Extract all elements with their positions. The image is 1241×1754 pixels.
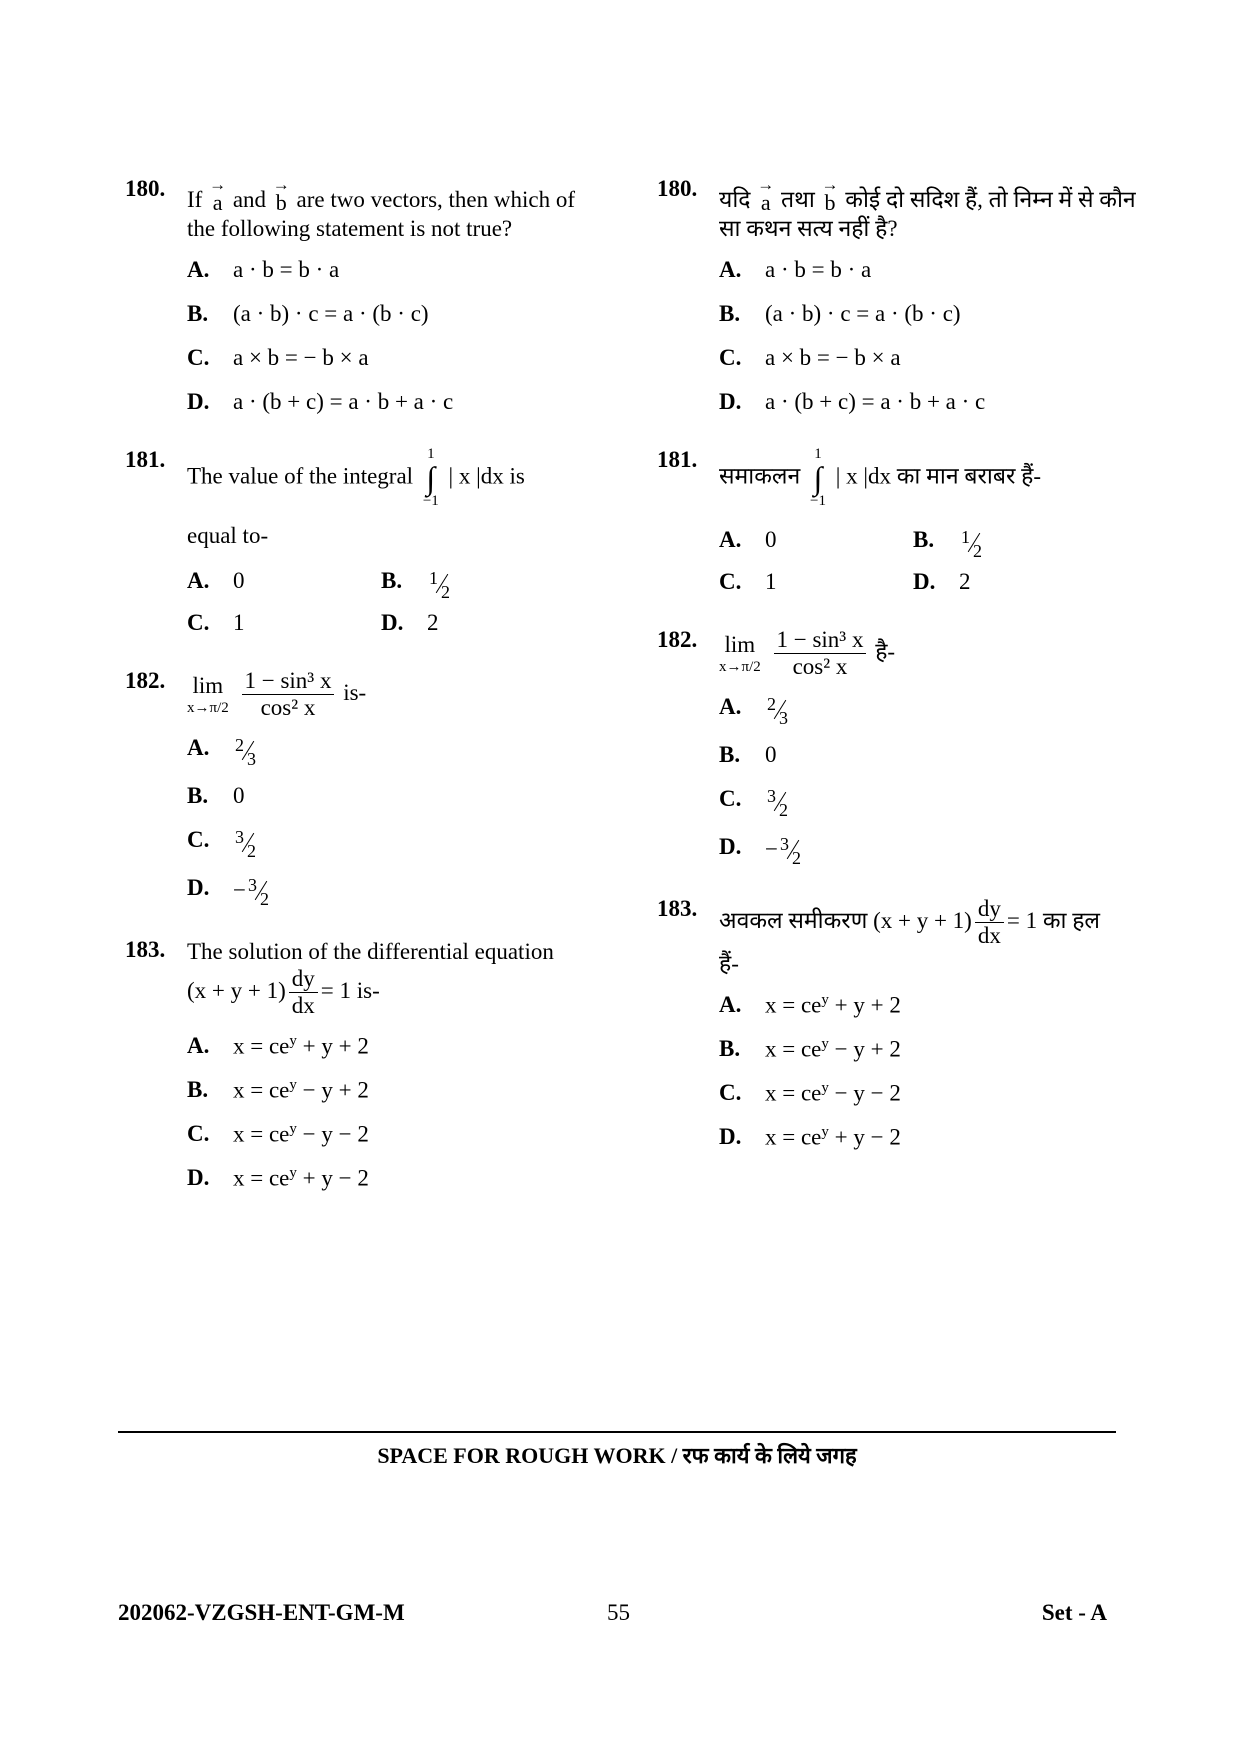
rough-work-divider — [118, 1431, 1116, 1433]
option-c: C. 3 2 — [187, 827, 605, 861]
slash-fraction: 1 2 — [961, 527, 982, 561]
question-text: The value of the integral 1 ∫ −1 | x |dx is equal to- — [187, 446, 525, 548]
option-b: B. $x = ce^y - y + 2$ — [187, 1077, 369, 1103]
question-number: 180. — [657, 176, 698, 201]
option-a: A. $x = ce^y + y + 2$ — [187, 1033, 369, 1059]
slash-fraction: 1 2 — [429, 568, 450, 602]
vector-a: → a — [209, 175, 227, 215]
slash-fraction: 3 2 — [779, 834, 801, 868]
question-number: 183. — [657, 896, 698, 921]
question-text: यदि → a तथा → b कोई दो सदिश हैं, तो निम्न में से कौन सा कथन सत्य नहीं है? — [719, 175, 1136, 241]
option-grid — [719, 519, 1137, 599]
question-number: 181. — [657, 447, 698, 472]
question-182-hindi — [657, 627, 1137, 868]
option-expression: a · (b + c) = a · b + a · c — [233, 389, 454, 414]
option-a: A. 2 3 — [719, 694, 1137, 728]
option-a: A. 2 3 — [187, 735, 605, 769]
limit-operator: lim x→π/2 — [187, 672, 229, 716]
option-b: B. 1 2 — [381, 568, 575, 602]
option-b: B. (a · b) · c = a · (b · c) — [719, 301, 961, 326]
question-text: समाकलन 1 ∫ −1 | x |dx का मान बराबर हैं- — [719, 446, 1041, 509]
question-number: 181. — [125, 447, 166, 472]
fraction: $\frac{\text{1 − sin³ x}}{\text{cos² x}}$ — [242, 668, 335, 721]
question-text: If → a and → b are two vectors, then which of the following statement is not true? — [187, 175, 576, 241]
option-d: D. a · (b + c) = a · b + a · c — [719, 389, 986, 414]
paper-code: 202062-VZGSH-ENT-GM-M — [118, 1600, 405, 1625]
question-181 — [125, 447, 605, 640]
slash-fraction: 3 2 — [247, 875, 269, 909]
fraction: $\frac{\text{1 − sin³ x}}{\text{cos² x}}$ — [774, 627, 867, 680]
option-b: B. 0 — [187, 783, 245, 808]
option-c: C. $x = ce^y - y - 2$ — [719, 1080, 901, 1106]
option-d: D. a · (b + c) = a · b + a · c — [187, 389, 454, 414]
question-text: The solution of the differential equation (x + y + 1) $\frac{dy}{dx}$ = 1 is- — [187, 939, 554, 1018]
left-column — [125, 176, 605, 1195]
option-a: A. 0 — [719, 527, 777, 552]
option-c: C. a × b = − b × a — [187, 345, 369, 370]
option-b: B. $x = ce^y - y + 2$ — [719, 1036, 901, 1062]
rough-work-label: SPACE FOR ROUGH WORK / रफ कार्य के लिये जगह — [377, 1443, 857, 1468]
option-grid — [187, 560, 605, 640]
option-d: D. − 3 2 — [719, 834, 1137, 868]
question-183-hindi — [657, 896, 1137, 1154]
option-a: A. a · b = b · a — [719, 257, 872, 282]
set-label: Set - A — [1041, 1600, 1107, 1625]
limit-operator: lim x→π/2 — [719, 631, 761, 675]
option-expression: a · b = b · a — [233, 257, 340, 282]
option-d: D. 2 — [913, 569, 971, 594]
vector-b: → b — [272, 175, 290, 215]
option-a: A. a · b = b · a — [187, 257, 340, 282]
question-number: 182. — [125, 668, 166, 693]
question-text: अवकल समीकरण (x + y + 1) $\frac{dy}{dx}$ = 1 का हल हैं- — [719, 896, 1101, 976]
slash-fraction: 3 2 — [235, 827, 256, 861]
option-a: A. 0 — [187, 568, 245, 593]
option-c: C. a × b = − b × a — [719, 345, 901, 370]
option-expression: a × b = − b × a — [233, 345, 369, 370]
slash-fraction: 3 2 — [767, 786, 788, 820]
question-180-hindi — [657, 176, 1137, 419]
vector-b: → b — [821, 175, 839, 215]
option-b: B. (a · b) · c = a · (b · c) — [187, 301, 429, 326]
option-expression: (a · b) · c = a · (b · c) — [233, 301, 429, 326]
option-d: D. 2 — [381, 610, 439, 635]
option-c: C. 3 2 — [719, 786, 1137, 820]
question-number: 183. — [125, 937, 166, 962]
right-column — [657, 176, 1137, 1154]
question-text: lim x→π/2 $\frac{\text{1 − sin³ x}}{\text{cos² x}}$ is- — [187, 668, 367, 720]
option-b: B. 1 2 — [913, 527, 1107, 561]
slash-fraction: 2 3 — [767, 694, 788, 728]
question-number: 182. — [657, 627, 698, 652]
option-a: A. $x = ce^y + y + 2$ — [719, 992, 901, 1018]
derivative-fraction: $\frac{dy}{dx}$ — [289, 966, 318, 1019]
question-181-hindi — [657, 447, 1137, 599]
question-text: lim x→π/2 $\frac{\text{1 − sin³ x}}{\text{cos² x}}$ है- — [719, 627, 896, 679]
integral-sign: 1 ∫ −1 — [810, 446, 827, 509]
slash-fraction: 2 3 — [235, 735, 256, 769]
question-183 — [125, 937, 605, 1195]
derivative-fraction: $\frac{dy}{dx}$ — [975, 896, 1004, 949]
option-c: C. $x = ce^y - y - 2$ — [187, 1121, 369, 1147]
option-c: C. 1 — [187, 610, 245, 635]
question-number: 180. — [125, 176, 166, 201]
integral-sign: 1 ∫ −1 — [422, 446, 439, 509]
option-d: D. $x = ce^y + y - 2$ — [187, 1165, 369, 1191]
page-number: 55 — [607, 1600, 630, 1625]
option-d: D. $x = ce^y + y - 2$ — [719, 1124, 901, 1150]
question-180 — [125, 176, 605, 419]
vector-a: → a — [757, 175, 775, 215]
option-c: C. 1 — [719, 569, 777, 594]
option-d: D. − 3 2 — [187, 875, 605, 909]
option-b: B. 0 — [719, 742, 777, 767]
question-182 — [125, 668, 605, 909]
